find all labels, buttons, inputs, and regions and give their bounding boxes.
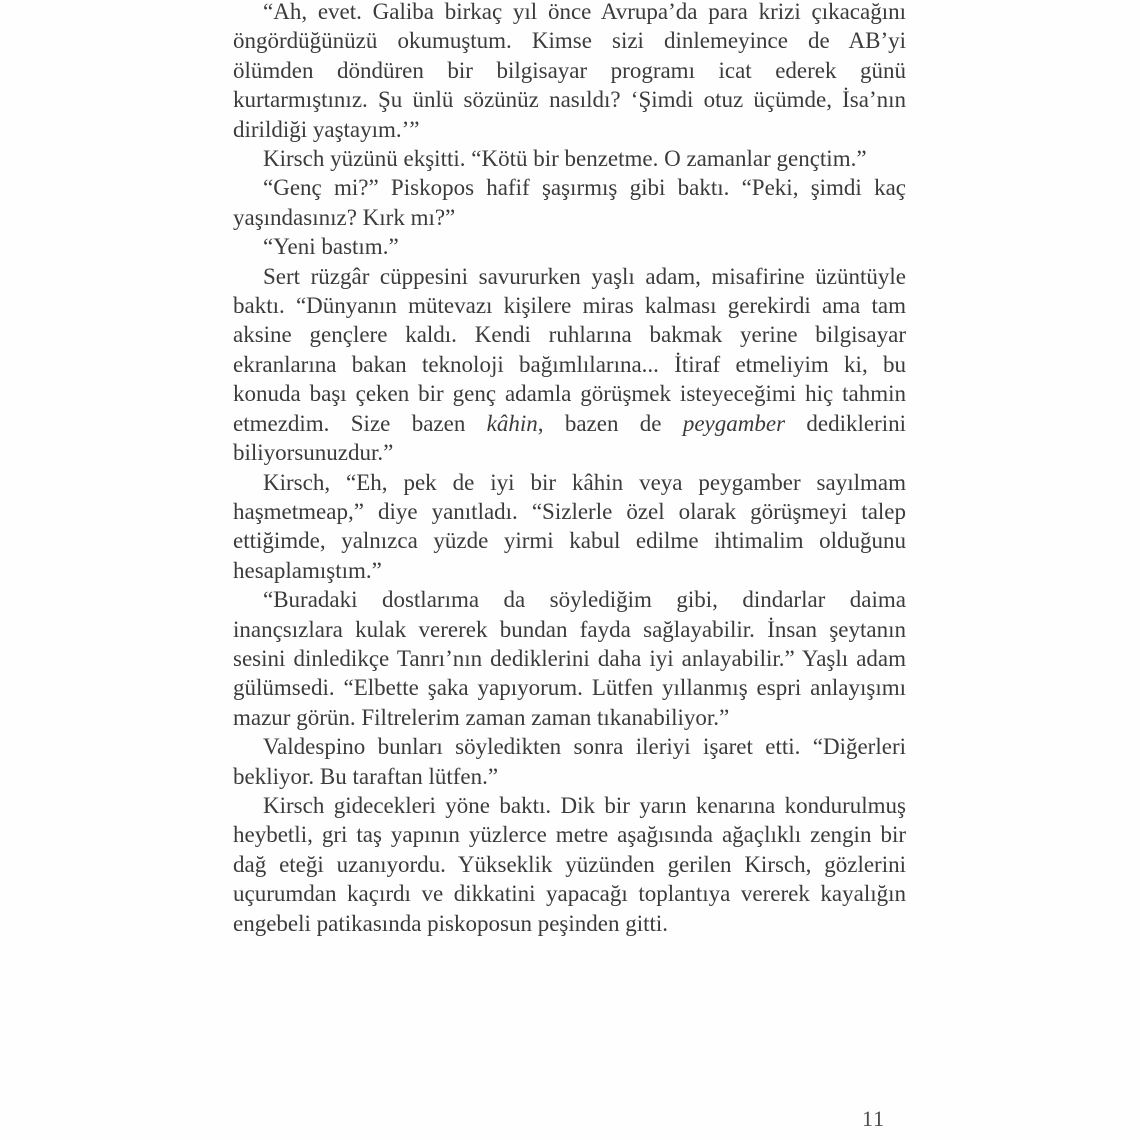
text-segment: Sert rüzgâr cüppesini savururken yaşlı adam, misafirine üzüntüyle baktı. “Dünyanın mütevazı kişilere miras kalması gerekirdi ama tam aksine gençlere kaldı. Kendi ruhlarına bakmak yerine bilgisayar ekranlarına bakan teknoloji bağımlılarına... İtiraf etmeliyim ki, bu konuda başı çeken bir genç adamla görüşmek isteyeceğimi hiç tahmin etmezdim. Size bazen (233, 263, 906, 436)
page-number: 11 (862, 1106, 886, 1131)
text-segment: “Yeni bastım.” (263, 234, 399, 260)
paragraph (233, 791, 906, 938)
paragraph (233, 585, 906, 732)
paragraph (233, 144, 906, 173)
text-segment: , bazen de (537, 410, 683, 436)
paragraph (233, 173, 906, 232)
text-segment: dediklerini biliyorsunuzdur.” (233, 410, 906, 466)
text-segment-italic: peygamber (682, 410, 786, 436)
text-segment-italic: kâhin (486, 410, 538, 436)
paragraph (233, 262, 906, 468)
text-segment: “Buradaki dostlarıma da söylediğim gibi, dindarlar daima inançsızlara kulak vererek bundan fayda sağlayabilir. İnsan şeytanın sesini dinledikçe Tanrı’nın dediklerini daha iyi anlayabilir.” Yaşlı adam gülümsedi. “Elbette şaka yapıyorum. Lütfen yıllanmış espri anlayışımı mazur görün. Filtrelerim zaman zaman tıkanabiliyor.” (233, 587, 906, 730)
paragraph (233, 232, 906, 261)
paragraph (233, 468, 906, 586)
paragraph (233, 0, 906, 144)
text-segment: “Ah, evet. Galiba birkaç yıl önce Avrupa’da para krizi çıkacağını öngördüğünüzü okumuştum. Kimse sizi dinlemeyince de AB’yi ölümden döndüren bir bilgisayar programı icat ederek günü kurtarmıştınız. Şu ünlü sözünüz nasıldı? ‘Şimdi otuz üçümde, İsa’nın dirildiği yaştayım.’” (233, 0, 906, 142)
page-text-block (233, 0, 906, 938)
text-segment: Valdespino bunları söyledikten sonra ileriyi işaret etti. “Diğerleri bekliyor. Bu taraftan lütfen.” (233, 734, 906, 789)
paragraph (233, 732, 906, 791)
text-segment: “Genç mi?” Piskopos hafif şaşırmış gibi baktı. “Peki, şimdi kaç yaşındasınız? Kırk mı?” (233, 175, 906, 230)
text-segment: Kirsch gidecekleri yöne baktı. Dik bir yarın kenarına kondurulmuş heybetli, gri taş yapının yüzlerce metre aşağısında ağaçlıklı zengin bir dağ eteği uzanıyordu. Yükseklik yüzünden gerilen Kirsch, gözlerini uçurumdan kaçırdı ve dikkatini yapacağı toplantıya vererek kayalığın engebeli patikasında piskoposun peşinden gitti. (233, 792, 906, 936)
text-segment: Kirsch yüzünü ekşitti. “Kötü bir benzetme. O zamanlar gençtim.” (263, 146, 867, 172)
text-segment: Kirsch, “Eh, pek de iyi bir kâhin veya peygamber sayılmam haşmetmeap,” diye yanıtladı. “Sizlerle özel olarak görüşmeyi talep ettiğimde, yalnızca yüzde yirmi kabul edilme ihtimalim olduğunu hesaplamıştım.” (233, 469, 906, 583)
